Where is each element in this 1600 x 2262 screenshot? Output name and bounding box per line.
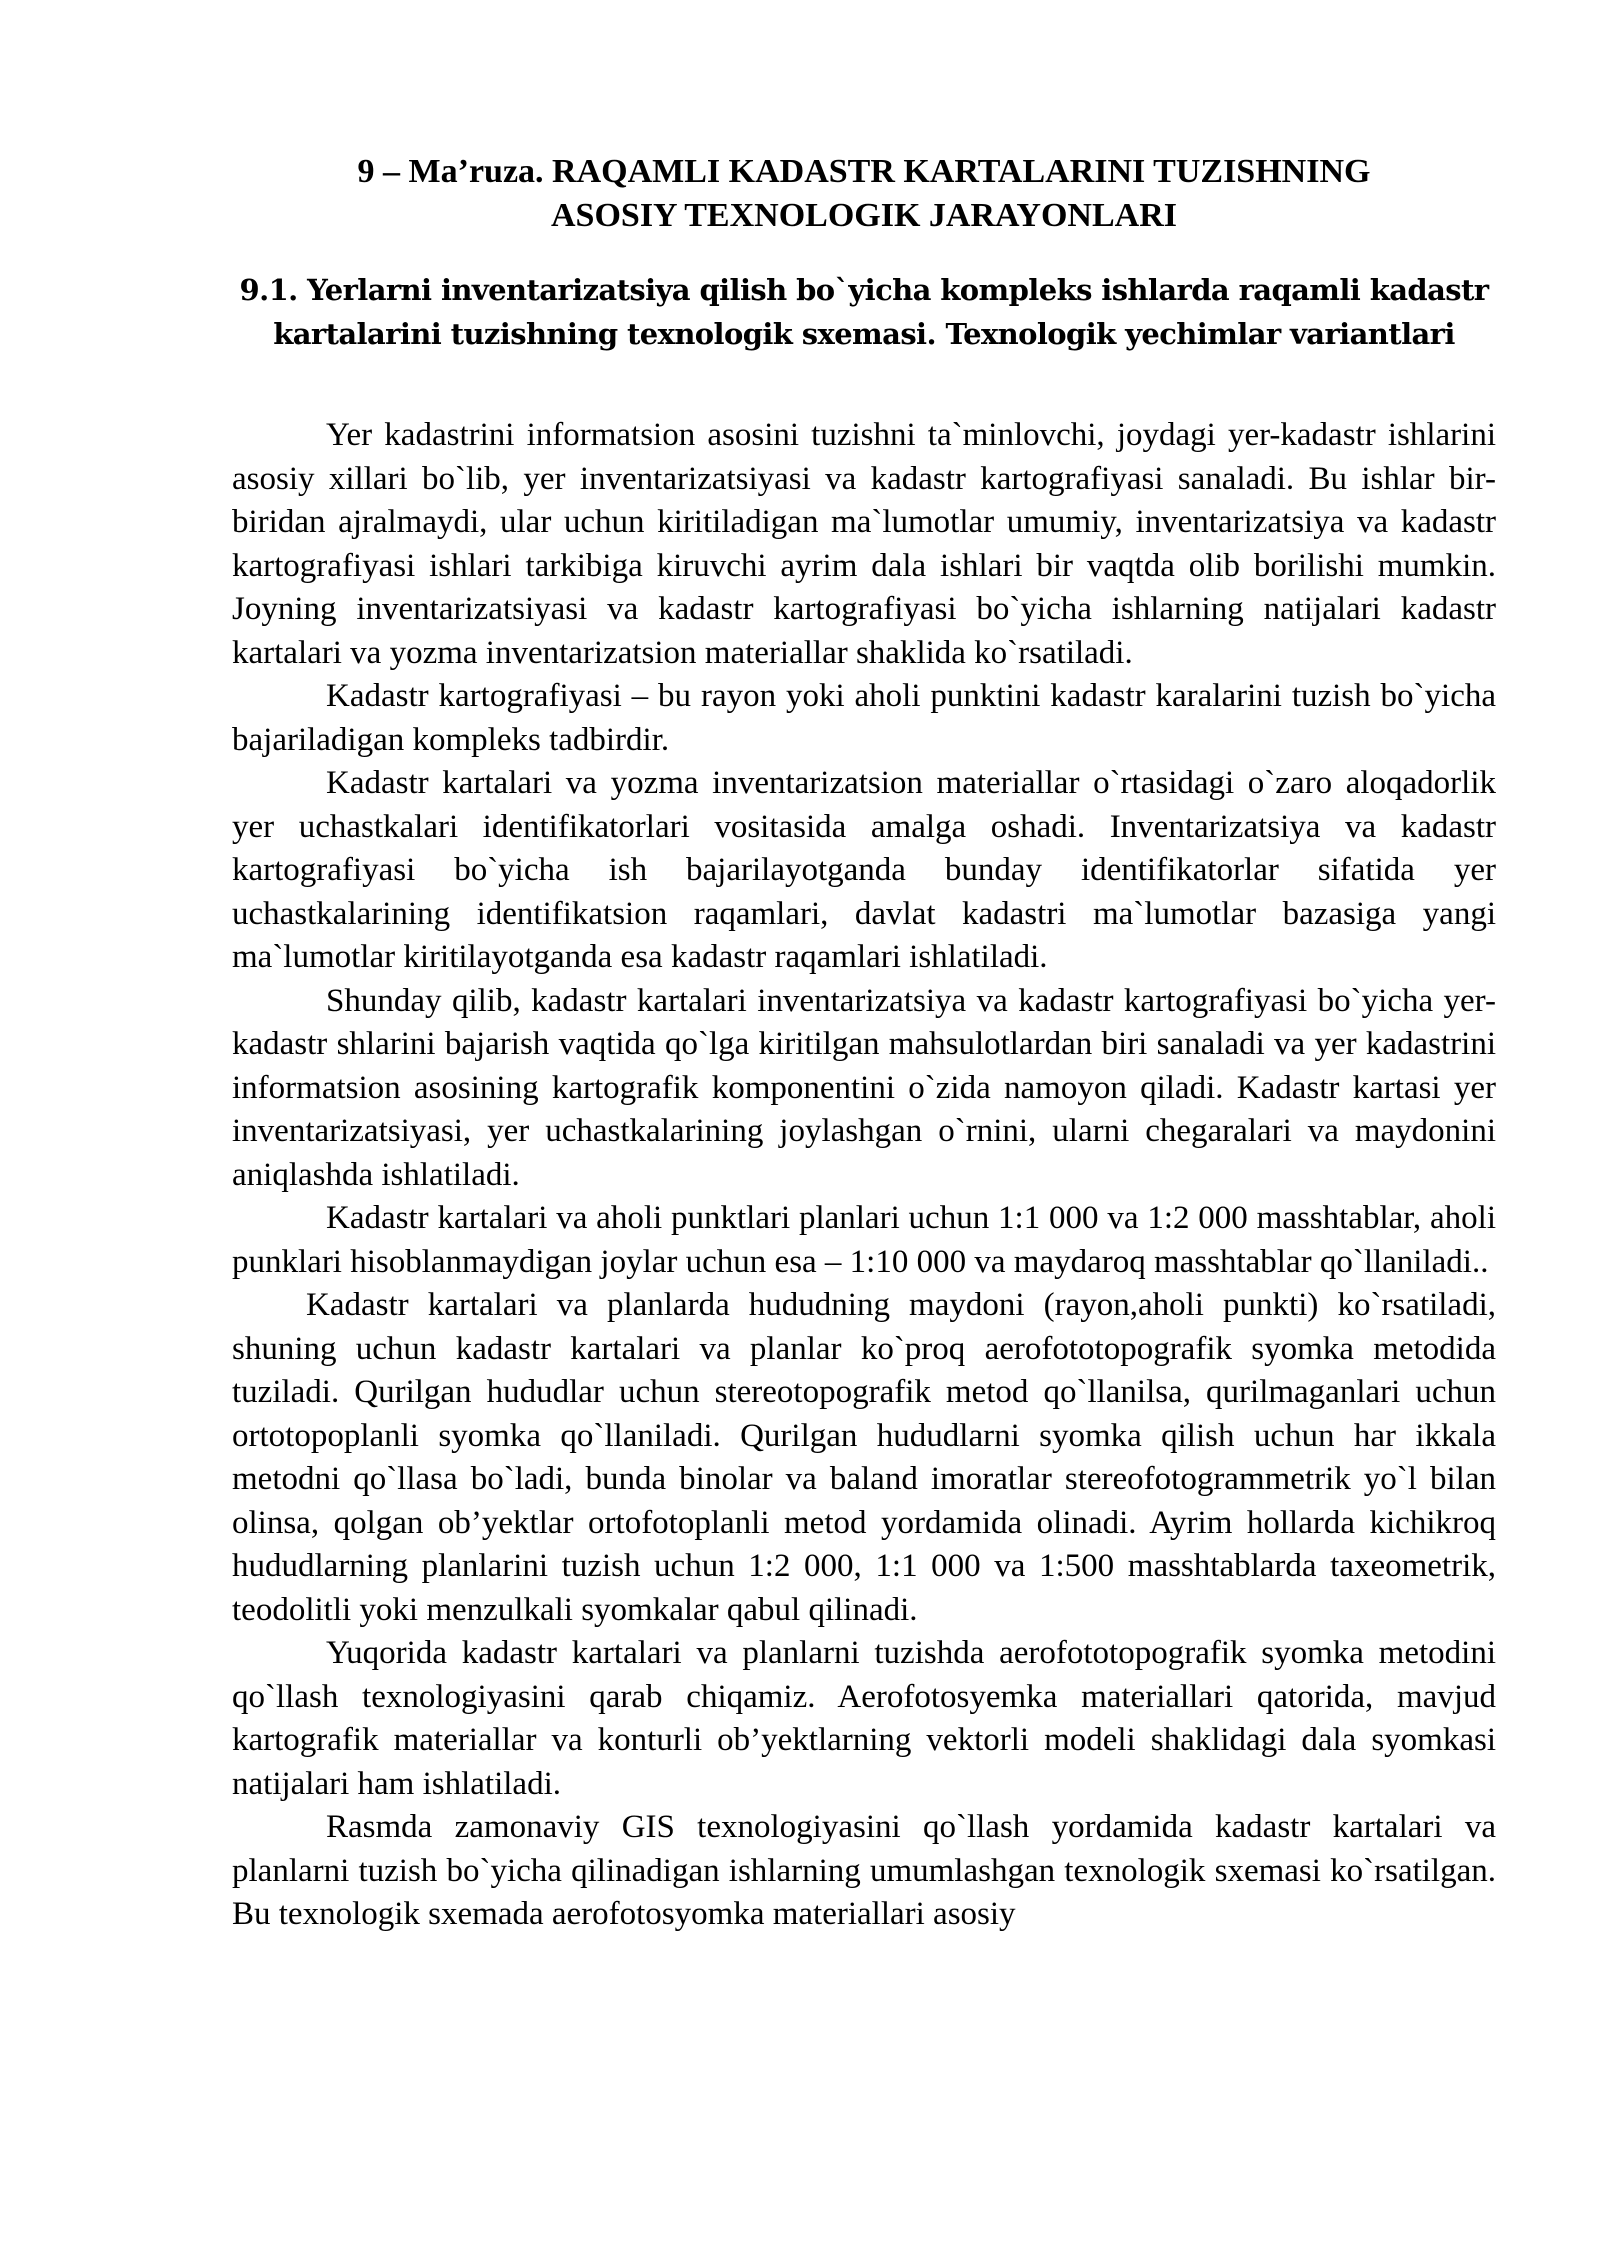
section-heading [232,268,1496,356]
paragraph: Yuqorida kadastr kartalari va planlarni tuzishda aerofototopografik syomka metodini qo`llash texnologiyasini qarab chiqamiz. Aerofotosyemka materiallari qatorida, mavjud kartografik materiallar va konturli ob’yektlarning vektorli modeli shaklidagi dala syomkasi natijalari ham ishlatiladi. [232,1635,1496,1802]
paragraph: Kadastr kartalari va yozma inventarizatsion materiallar o`rtasidagi o`zaro aloqadorlik yer uchastkalari identifikatorlari vositasida amalga oshadi. Inventarizatsiya va kadastr kartografiyasi bo`yicha ish bajarilayotganda bunday identifikatorlar sifatida yer uchastkalarining identifikatsion raqamlari, davlat kadastri ma`lumotlar bazasiga yangi ma`lumotlar kiritilayotganda esa kadastr raqamlari ishlatiladi. [232,765,1496,975]
section-heading-line: 9.1. Yerlarni inventarizatsiya qilish bo`yicha kompleks ishlarda raqamli kadastr [239,273,1489,307]
paragraph: Kadastr kartalari va planlarda hududning maydoni (rayon,aholi punkti) ko`rsatiladi, shuning uchun kadastr kartalari va planlar ko`proq aerofototopografik syomka metodida tuziladi. Qurilgan hududlar uchun stereotopografik metod qo`llanilsa, qurilmaganlari uchun ortotopoplanli syomka qo`llaniladi. Qurilgan hududlarni syomka qilish uchun har ikkala metodni qo`llasa bo`ladi, bunda binolar va baland imoratlar stereofotogrammetrik yo`l bilan olinsa, qolgan ob’yektlar ortofotoplanli metod yordamida olinadi. Ayrim hollarda kichikroq hududlarning planlarini tuzish uchun 1:2 000, 1:1 000 va 1:500 masshtablarda taxeometrik, teodolitli yoki menzulkali syomkalar qabul qilinadi. [232,1287,1496,1628]
lecture-title-line: ASOSIY TEXNOLOGIK JARAYONLARI [551,197,1177,234]
paragraph: Kadastr kartografiyasi – bu rayon yoki aholi punktini kadastr karalarini tuzish bo`yicha bajariladigan kompleks tadbirdir. [232,678,1496,758]
lecture-title-line: 9 – Ma’ruza. RAQAMLI KADASTR KARTALARINI TUZISHNING [357,153,1371,190]
paragraph: Rasmda zamonaviy GIS texnologiyasini qo`llash yordamida kadastr kartalari va planlarni tuzish bo`yicha qilinadigan ishlarning umumlashgan texnologik sxemasi ko`rsatilgan. Bu texnologik sxemada aerofotosyomka materiallari asosiy [232,1809,1496,1932]
document-body [232,414,1496,1937]
section-heading-line: kartalarini tuzishning texnologik sxemasi. Texnologik yechimlar variantlari [273,317,1455,351]
paragraph: Yer kadastrini informatsion asosini tuzishni ta`minlovchi, joydagi yer-kadastr ishlarini asosiy xillari bo`lib, yer inventarizatsiyasi va kadastr kartografiyasi sanaladi. Bu ishlar bir-biridan ajralmaydi, ular uchun kiritiladigan ma`lumotlar umumiy, inventarizatsiya va kadastr kartografiyasi ishlari tarkibiga kiruvchi ayrim dala ishlari bir vaqtda olib borilishi mumkin. Joyning inventarizatsiyasi va kadastr kartografiyasi bo`yicha ishlarning natijalari kadastr kartalari va yozma inventarizatsion materiallar shaklida ko`rsatiladi. [232,417,1496,671]
lecture-title [232,150,1496,238]
paragraph: Kadastr kartalari va aholi punktlari planlari uchun 1:1 000 va 1:2 000 masshtablar, aholi punklari hisoblanmaydigan joylar uchun esa – 1:10 000 va maydaroq masshtablar qo`llaniladi.. [232,1200,1496,1280]
paragraph: Shunday qilib, kadastr kartalari inventarizatsiya va kadastr kartografiyasi bo`yicha yer-kadastr shlarini bajarish vaqtida qo`lga kiritilgan mahsulotlardan biri sanaladi va yer kadastrini informatsion asosining kartografik komponentini o`zida namoyon qiladi. Kadastr kartasi yer inventarizatsiyasi, yer uchastkalarining joylashgan o`rnini, ularni chegaralari va maydonini aniqlashda ishlatiladi. [232,982,1496,1193]
